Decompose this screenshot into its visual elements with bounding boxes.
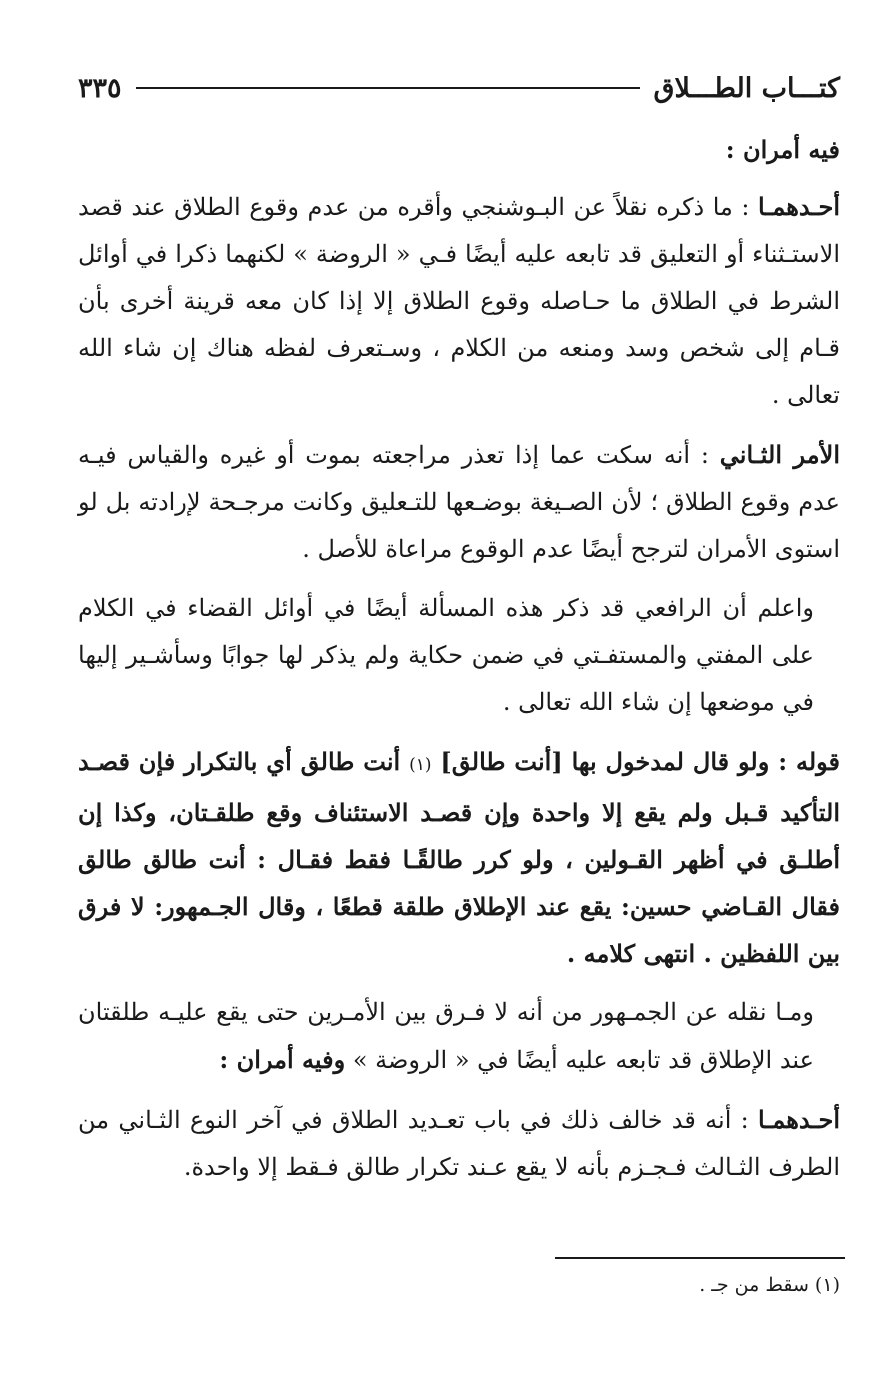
main-text <box>78 126 840 1203</box>
paragraph-note: واعلم أن الرافعي قد ذكر هذه المسألة أيضًا في أوائل القضاء في الكلام على المفتي والمستفـتي في ضمن حكاية ولم يذكر لها جوابًا وسأشـير إليها في موضعها إن شاء الله تعالى . <box>78 594 814 716</box>
paragraph-text: ومـا نقله عن الجمـهور من أنه لا فـرق بين الأمـرين حتى يقع عليـه طلقتان عند الإطلاق قد تابعه عليه أيضًا في « الروضة » <box>78 998 814 1074</box>
footnote-rule <box>555 1257 845 1259</box>
paragraph-bold-tail: وفيه أمران : <box>219 1045 346 1074</box>
quote-text-start: قوله : ولو قال لمدخول بها [أنت طالق] <box>431 747 840 776</box>
paragraph-text: : ما ذكره نقلاً عن البـوشنجي وأقره من عدم وقوع الطلاق عند قصد الاستـثناء أو التعليق قد تابعه عليه أيضًا فـي « الروضة » لكنهما ذكرا في أوائل الشرط في الطلاق ما حـاصله وقوع الطلاق إلا إذا كان معه قرينة أخرى بأن قـام إلى شخص وسد ومنعه من الكلام ، وسـتعرف لفظه هناك إن شاء الله تعالى . <box>78 193 840 409</box>
quoted-passage <box>78 738 840 977</box>
running-title: كتـــاب الطـــلاق <box>653 72 840 104</box>
paragraph-first-matter-2 <box>78 1096 840 1191</box>
page-number: ٣٣٥ <box>78 72 122 104</box>
paragraph-commentary <box>78 989 840 1084</box>
paragraph-label: أحـدهمـا <box>757 192 840 221</box>
paragraph-first-matter <box>78 183 840 419</box>
section-heading: فيه أمران : <box>725 135 840 164</box>
footnote-reference: (١) <box>409 755 432 775</box>
header-rule <box>136 87 640 89</box>
paragraph-label: الأمر الثـاني <box>719 440 841 469</box>
paragraph-text: : أنه سكت عما إذا تعذر مراجعته بموت أو غيره والقياس فيـه عدم وقوع الطلاق ؛ لأن الصـيغة بوضـعها للتـعليق وكانت مرجـحة لإرادته بل لو استوى الأمران لترجح أيضًا عدم الوقوع مراعاة للأصل . <box>78 441 840 563</box>
paragraph-second-matter <box>78 431 840 573</box>
footnote: (١) سقط من جـ . <box>699 1274 840 1296</box>
paragraph-label: أحـدهمـا <box>757 1105 840 1134</box>
paragraph-text: : أنه قد خالف ذلك في باب تعـديد الطلاق في آخر النوع الثـاني من الطرف الثـالث فـجـزم بأنه لا يقع عـند تكرار طالق فـقط إلا واحدة. <box>78 1106 840 1181</box>
quote-text-end: أنت طالق أي بالتكرار فإن قصـد التأكيد قـبل ولم يقع إلا واحدة وإن قصـد الاستئناف وقع طلقـتان، وكذا إن أطلـق في أظهر القـولين ، ولو كرر طالقًـا فقط فقـال : أنت طالق طالق فقال القـاضي حسين: يقع عند الإطلاق طلقة قطعًا ، وقال الجـمهور: لا فرق بين اللفظين . انتهى كلامه . <box>78 747 840 968</box>
page-header <box>78 68 840 108</box>
